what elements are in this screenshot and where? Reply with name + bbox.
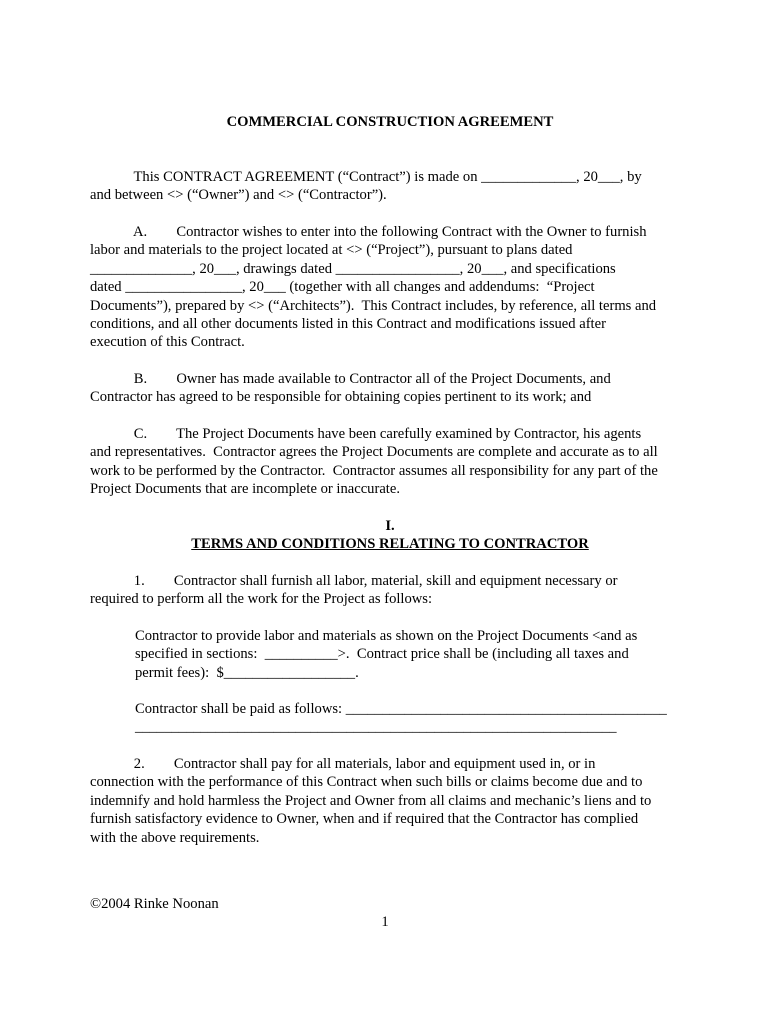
clause-2-line: 2. Contractor shall pay for all materials, labor and equipment used in, or in [90,756,596,772]
clause-2-paragraph [90,755,690,847]
recital-a-line: A. Contractor wishes to enter into the following Contract with the Owner to furnish [90,224,647,240]
recital-c-line: C. The Project Documents have been carefully examined by Contractor, his agents [90,426,642,442]
recital-c-line: work to be performed by the Contractor. Contractor assumes all responsibility for any part of the [90,462,658,479]
document-title [90,113,690,131]
clause-2-line: indemnify and hold harmless the Project and Owner from all claims and mechanic’s liens and to [90,792,652,809]
payment-paragraph [135,700,695,737]
section-number: I. [385,518,395,534]
clause-1-detail-line: specified in sections: __________>. Contract price shall be (including all taxes and [135,646,629,663]
clause-1-detail-paragraph [135,627,695,682]
recital-b-line: B. Owner has made available to Contractor all of the Project Documents, and [90,371,611,387]
clause-1-line: 1. Contractor shall furnish all labor, material, skill and equipment necessary or [90,573,618,589]
payment-line: __________________________________________________________________ [135,719,617,736]
clause-2-line: connection with the performance of this Contract when such bills or claims become due and to [90,774,643,791]
intro-line: and between <> (“Owner”) and <> (“Contractor”). [90,187,387,204]
clause-2-line: furnish satisfactory evidence to Owner, when and if required that the Contractor has complied [90,811,639,828]
payment-line: Contractor shall be paid as follows: ____________________________________________ [135,701,667,717]
section-title: TERMS AND CONDITIONS RELATING TO CONTRACTOR [191,536,589,553]
recital-b-line: Contractor has agreed to be responsible for obtaining copies pertinent to its work; and [90,389,592,406]
clause-2-line: with the above requirements. [90,829,260,846]
recital-a-line: conditions, and all other documents listed in this Contract and modifications issued after [90,316,606,333]
clause-1-detail-line: Contractor to provide labor and materials as shown on the Project Documents <and as [135,628,638,644]
recital-c-line: and representatives. Contractor agrees the Project Documents are complete and accurate as to all [90,444,658,461]
recital-a-line: labor and materials to the project located at <> (“Project”), pursuant to plans dated [90,242,573,259]
intro-line: This CONTRACT AGREEMENT (“Contract”) is made on _____________, 20___, by [90,169,642,185]
recital-a-line: ______________, 20___, drawings dated _________________, 20___, and specifications [90,260,616,277]
clause-1-paragraph [90,572,690,609]
recital-a-line: Documents”), prepared by <> (“Architects”). This Contract includes, by reference, all terms and [90,297,657,314]
copyright-notice: ©2004 Rinke Noonan [90,896,219,912]
recital-c-line: Project Documents that are incomplete or inaccurate. [90,481,400,498]
recital-c-paragraph [90,425,690,499]
clause-1-detail-line: permit fees): $__________________. [135,664,359,681]
recital-b-paragraph [90,370,690,407]
section-heading [90,517,690,554]
page-number: 1 [381,914,389,930]
intro-paragraph [90,168,690,205]
recital-a-paragraph [90,223,690,352]
title-text: COMMERCIAL CONSTRUCTION AGREEMENT [226,114,554,130]
recital-a-line: execution of this Contract. [90,334,245,351]
clause-1-line: required to perform all the work for the Project as follows: [90,591,433,608]
recital-a-line: dated ________________, 20___ (together with all changes and addendums: “Project [90,279,595,296]
